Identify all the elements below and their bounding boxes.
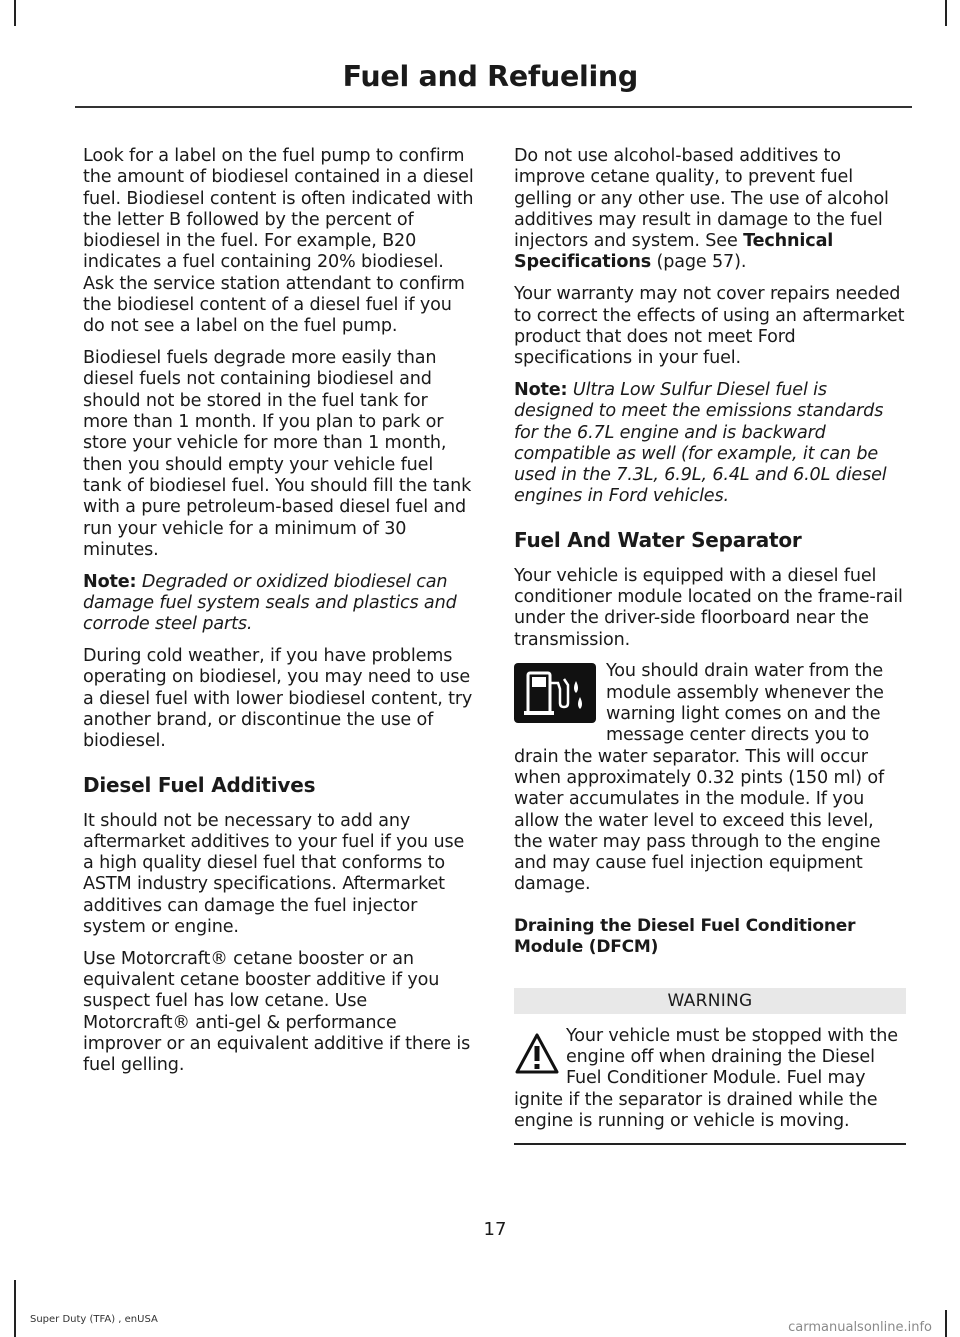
note-text: Ultra Low Sulfur Diesel fuel is designed to meet the emissions standards for the 6.7L engine and is backward compatible as well (for example, it can be used in the 7.3L, 6.9L, 6.4L and 6.0L diesel engines in Ford vehicles. — [514, 379, 887, 507]
note-text: Degraded or oxidized biodiesel can damage fuel system seals and plastics and corrode steel parts. — [83, 571, 457, 635]
paragraph: During cold weather, if you have problems operating on biodiesel, you may need to use a diesel fuel with lower biodiesel content, try another brand, or discontinue the use of biodiesel. — [83, 646, 473, 752]
paragraph — [514, 146, 906, 274]
watermark: carmanualsonline.info — [788, 1320, 932, 1335]
paragraph: Biodiesel fuels degrade more easily than diesel fuels not containing biodiesel and should not be stored in the fuel tank for more than 1 month. If you plan to park or store your vehicle for more than 1 month, then you should empty your vehicle fuel tank of biodiesel fuel. You should fill the tank with a pure petroleum-based diesel fuel and run your vehicle for a minimum of 30 minutes. — [83, 348, 472, 560]
note — [514, 380, 906, 508]
paragraph: Use Motorcraft® cetane booster or an equivalent cetane booster additive if you suspect fuel has low cetane. Use Motorcraft® anti-gel & performance improver or an equivalent additive if there is fuel gelling. — [83, 948, 471, 1076]
note — [83, 572, 475, 636]
paragraph: Your warranty may not cover repairs needed to correct the effects of using an aftermarket product that does not meet Ford specifications in your fuel. — [514, 284, 905, 369]
page-reference: (page 57). — [651, 252, 747, 273]
left-column — [83, 146, 475, 1087]
water-in-fuel-warning-icon — [514, 663, 596, 723]
paragraph-text: You should drain water from the module assembly whenever the warning light comes on and the message center directs you to drain the water separator. This will occur when approximately 0.32 pints (150 ml) of water accumulates in the module. If you allow the water level to exceed this level, the water may pass through to the engine and may cause fuel injection equipment damage. — [514, 661, 885, 895]
cross-reference-link[interactable]: Technical Specifications — [514, 231, 834, 273]
header-divider — [75, 106, 912, 108]
right-column — [514, 146, 906, 1145]
subsection-heading: Draining the Diesel Fuel Conditioner Module (DFCM) — [514, 915, 856, 957]
paragraph-text: Do not use alcohol-based additives to improve cetane quality, to prevent fuel gelling or any other use. The use of alcohol additives may result in damage to the fuel injectors and system. See — [514, 146, 889, 252]
page-number: 17 — [483, 1219, 507, 1240]
note-label: Note: — [514, 379, 568, 400]
warning-body: Your vehicle must be stopped with the engine off when draining the Diesel Fuel Conditioner Module. Fuel may ignite if the separator is drained while the engine is running or vehicle is moving. — [514, 1025, 898, 1131]
paragraph: It should not be necessary to add any aftermarket additives to your fuel if you use a high quality diesel fuel that conforms to ASTM industry specifications. Aftermarket additives can damage the fuel injector system or engine. — [83, 810, 465, 937]
paragraph: Your vehicle is equipped with a diesel fuel conditioner module located on the frame-rail under the driver-side floorboard near the transmission. — [514, 565, 903, 650]
paragraph: Look for a label on the fuel pump to confirm the amount of biodiesel contained in a diesel fuel. Biodiesel content is often indicated with the letter B followed by the percent of biodiesel in the fuel. For example, B20 indicates a fuel containing 20% biodiesel. Ask the service station attendant to confirm the biodiesel content of a diesel fuel if you do not see a label on the fuel pump. — [83, 146, 474, 337]
warning-header: WARNING — [514, 988, 906, 1014]
section-heading: Fuel And Water Separator — [514, 527, 802, 552]
crop-mark — [945, 1310, 947, 1337]
note-label: Note: — [83, 571, 137, 592]
book-identifier: Super Duty (TFA) , enUSA — [30, 1314, 158, 1325]
crop-mark — [945, 0, 947, 26]
paragraph-with-icon — [514, 661, 906, 895]
page-title: Fuel and Refueling — [342, 60, 638, 93]
warning-triangle-icon — [514, 1032, 560, 1076]
section-heading: Diesel Fuel Additives — [83, 772, 316, 797]
warning-text — [514, 1026, 906, 1132]
crop-mark — [14, 1280, 16, 1337]
warning-divider — [514, 1143, 906, 1145]
crop-mark — [14, 0, 16, 26]
